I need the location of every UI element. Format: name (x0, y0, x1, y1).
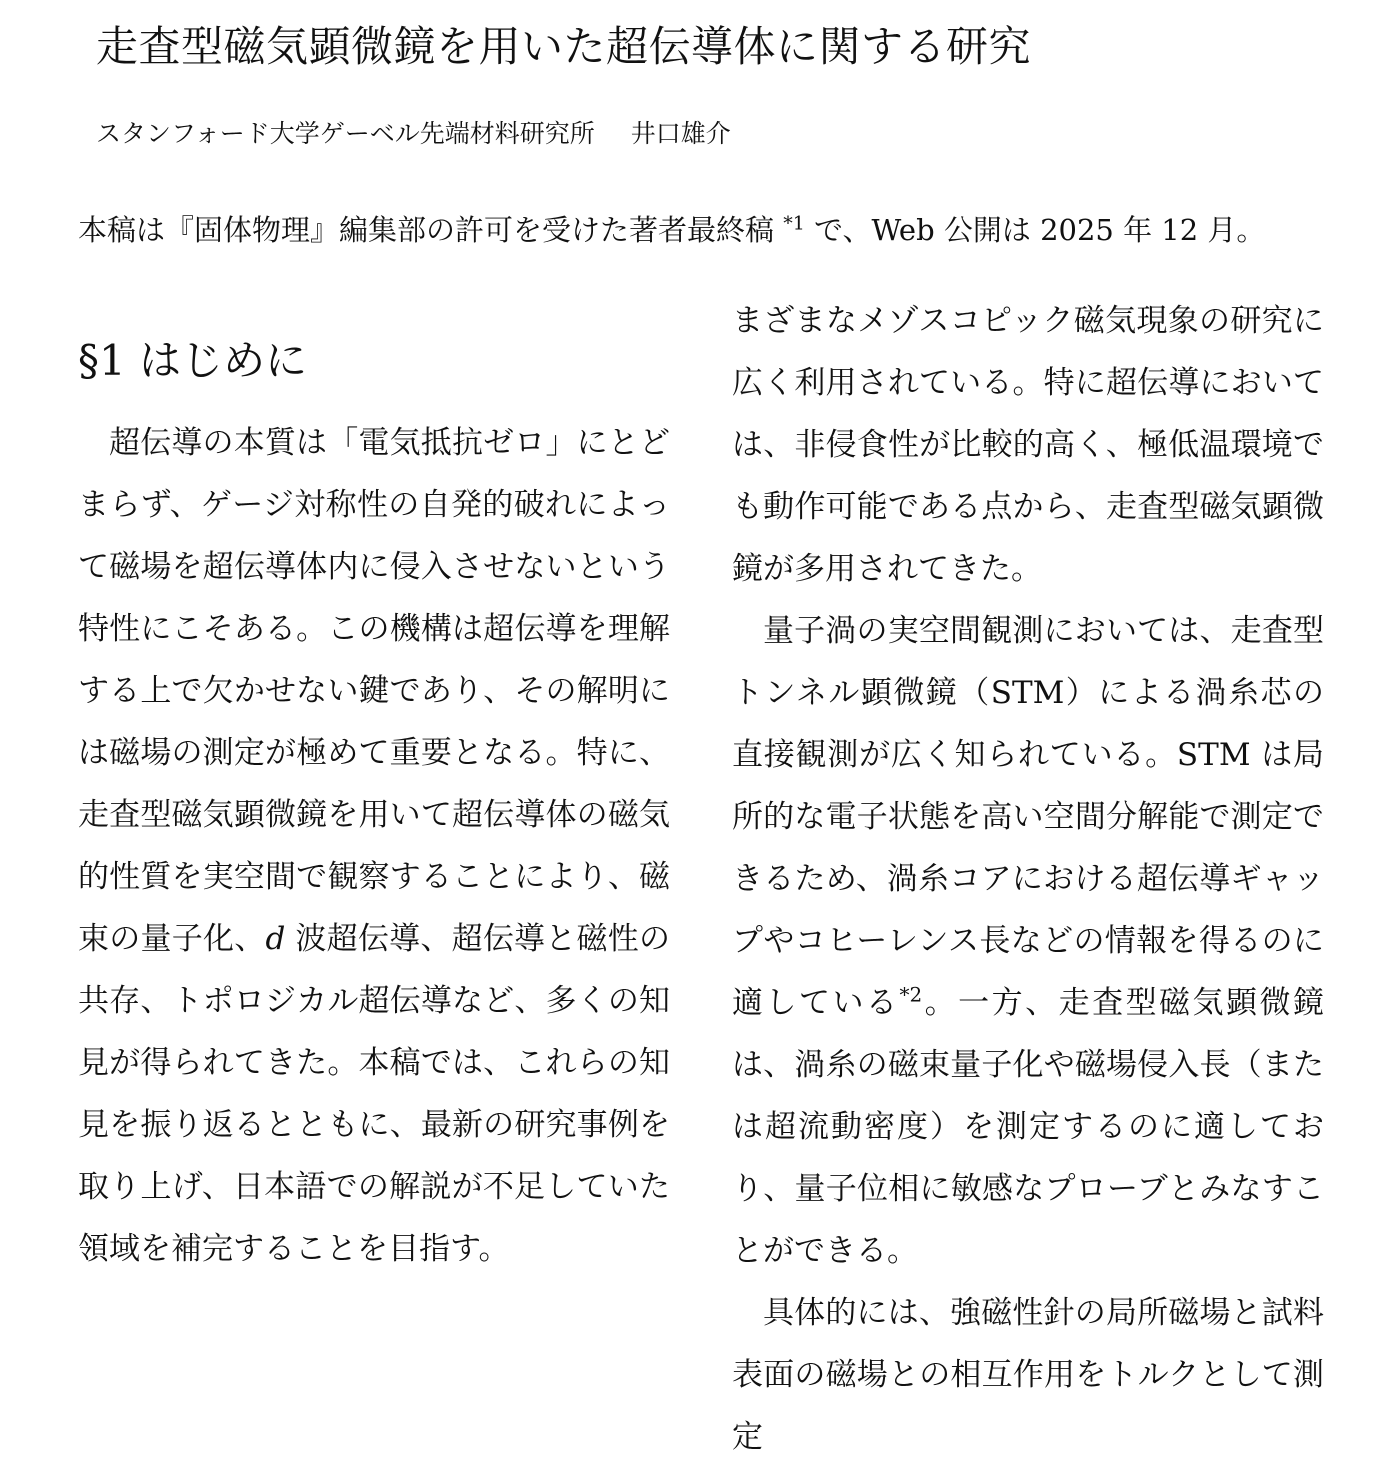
left-column (78, 300, 670, 1280)
right-column (732, 290, 1324, 1468)
section-heading: §1 はじめに (78, 336, 308, 385)
notice-text-before: 本稿は『固体物理』編集部の許可を受けた著者最終稿 (78, 213, 784, 247)
method-paragraph: 具体的には、強磁性針の局所磁場と試料表面の磁場との相互作用をトルクとして測定 (732, 1295, 1324, 1455)
footnote-mark-1: *1 (783, 212, 805, 235)
vortex-paragraph (732, 600, 1324, 1282)
intro-text-a: 超伝導の本質は「電気抵抗ゼロ」にとどまらず、ゲージ対称性の自発的破れによって磁場を超伝導体内に侵入させないという特性にこそある。この機構は超伝導を理解する上で欠かせない鍵であり、その解明には磁場の測定が極めて重要となる。特に、走査型磁気顕微鏡を用いて超伝導体の磁気的性質を実空間で観察することにより、磁束の量子化、 (78, 425, 670, 957)
publication-notice (78, 208, 1265, 249)
author-line (96, 114, 731, 150)
paper-title: 走査型磁気顕微鏡を用いた超伝導体に関する研究 (96, 22, 1032, 71)
author-name: 井口雄介 (630, 119, 731, 148)
d-wave-symbol: d (265, 921, 286, 957)
continued-paragraph: まざまなメゾスコピック磁気現象の研究に広く利用されている。特に超伝導においては、非侵食性が比較的高く、極低温環境でも動作可能である点から、走査型磁気顕微鏡が多用されてきた。 (732, 303, 1324, 587)
notice-text-after: で、Web 公開は 2025 年 12 月。 (804, 213, 1266, 247)
intro-text-b: 波超伝導、超伝導と磁性の共存、トポロジカル超伝導など、多くの知見が得られてきた。本稿では、これらの知見を振り返るとともに、最新の研究事例を取り上げ、日本語での解説が不足していた領域を補完することを目指す。 (78, 921, 671, 1267)
intro-paragraph (78, 412, 670, 1280)
vortex-text-b: 。一方、走査型磁気顕微鏡は、渦糸の磁束量子化や磁場侵入長（または超流動密度）を測定するのに適しており、量子位相に敏感なプローブとみなすことができる。 (732, 985, 1325, 1269)
affiliation: スタンフォード大学ゲーベル先端材料研究所 (96, 119, 595, 148)
vortex-text-a: 量子渦の実空間観測においては、走査型トンネル顕微鏡（STM）による渦糸芯の直接観測が広く知られている。STM は局所的な電子状態を高い空間分解能で測定できるため、渦糸コアにおける超伝導ギャップやコヒーレンス長などの情報を得るのに適している (732, 613, 1324, 1021)
footnote-mark-2: *2 (899, 982, 923, 1007)
